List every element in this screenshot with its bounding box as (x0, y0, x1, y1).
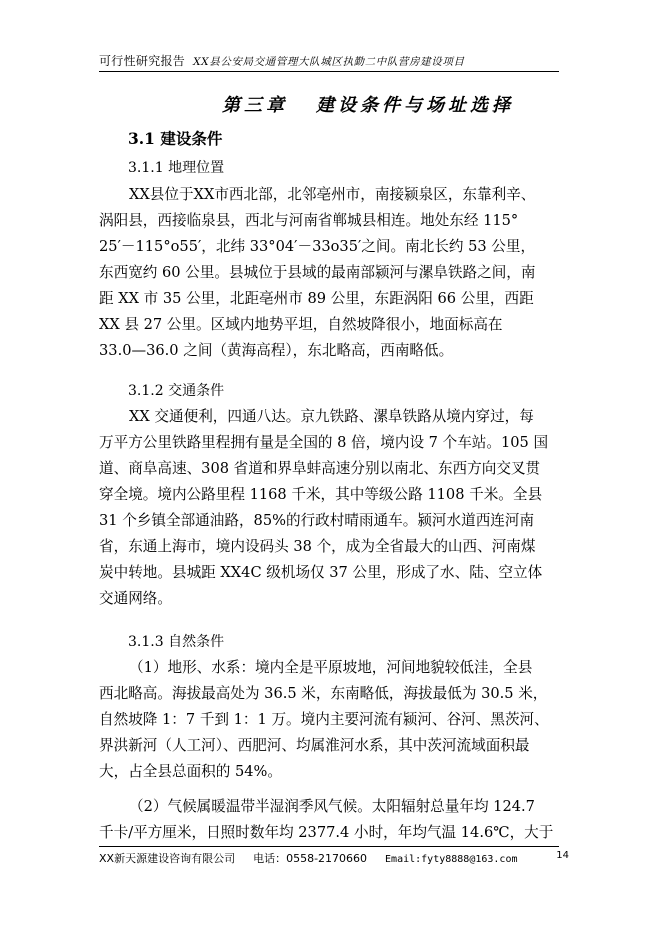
page-footer (99, 850, 569, 866)
text-line: 界洪新河（人工河）、西肥河、均属淮河水系，其中茨河流域面积最 (99, 737, 530, 754)
text-line: 西北略高。海拔最高处为 36.5 米，东南略低，海拔最低为 30.5 米， (99, 685, 548, 702)
paragraph-climate (99, 794, 559, 846)
header-rule (99, 71, 559, 72)
text-line: XX 交通便利，四通八达。京九铁路、漯阜铁路从境内穿过，每 (129, 408, 534, 425)
text-line: XX 县 27 公里。区域内地势平坦，自然坡降很小，地面标高在 (99, 316, 503, 333)
paragraph-transport (99, 404, 559, 612)
header-project-name: XX县公安局交通管理大队城区执勤二中队营房建设项目 (193, 56, 465, 68)
chapter-title (222, 91, 514, 117)
text-line: 25′－115°ο55′，北纬 33°04′－33ο35′之间。南北长约 53 公里， (99, 238, 536, 255)
subsection-heading-transport: 3.1.2 交通条件 (128, 383, 225, 399)
text-line: XX县位于XX市西北部，北邻亳州市，南接颍泉区，东靠利辛、 (129, 186, 536, 203)
text-line: 东西宽约 60 公里。县城位于县域的最南部颍河与漯阜铁路之间，南 (99, 264, 536, 281)
text-line: 道、商阜高速、308 省道和界阜蚌高速分别以南北、东西方向交叉贯 (99, 460, 541, 477)
text-line: 交通网络。 (99, 590, 172, 607)
text-line: 涡阳县，西接临泉县，西北与河南省郸城县相连。地处东经 115° (99, 212, 519, 229)
text-line: 万平方公里铁路里程拥有量是全国的 8 倍，境内设 7 个车站。105 国 (99, 434, 549, 451)
page-number: 14 (556, 850, 569, 861)
subsection-heading-location: 3.1.1 地理位置 (128, 160, 225, 176)
text-line: 自然坡降 1：7 千到 1：1 万。境内主要河流有颍河、谷河、黑茨河、 (99, 711, 549, 728)
header-doc-type: 可行性研究报告 (99, 54, 186, 68)
footer-company: XX新天源建设咨询有限公司 (99, 852, 236, 865)
text-line: （1）地形、水系：境内全是平原坡地，河间地貌较低洼，全县 (129, 659, 533, 676)
footer-phone: 电话：0558-2170660 (253, 852, 368, 865)
text-line: 大，占全县总面积的 54%。 (99, 763, 283, 780)
footer-rule (99, 846, 559, 847)
text-line: 炭中转地。县城距 XX4C 级机场仅 37 公里，形成了水、陆、空立体 (99, 564, 543, 581)
text-line: 距 XX 市 35 公里，北距亳州市 89 公里，东距涡阳 66 公里，西距 (99, 290, 534, 307)
text-line: 省，东通上海市，境内设码头 38 个，成为全省最大的山西、河南煤 (99, 538, 536, 555)
text-line: 33.0—36.0 之间（黄海高程），东北略高，西南略低。 (99, 342, 454, 359)
page-header (99, 52, 559, 70)
text-line: 千卡/平方厘米，日照时数年均 2377.4 小时，年均气温 14.6℃，大于 (99, 824, 554, 841)
subsection-heading-nature: 3.1.3 自然条件 (128, 634, 225, 650)
text-line: 穿全境。境内公路里程 1168 千米，其中等级公路 1108 千米。全县 (99, 486, 543, 503)
chapter-name: 建设条件与场址选择 (316, 95, 514, 116)
text-line: 31 个乡镇全部通油路，85%的行政村晴雨通车。颍河水道西连河南 (99, 512, 535, 529)
section-heading: 3.1 建设条件 (128, 129, 223, 148)
paragraph-terrain (99, 655, 559, 785)
paragraph-location (99, 182, 559, 364)
text-line: （2）气候属暖温带半湿润季风气候。太阳辐射总量年均 124.7 (129, 798, 535, 815)
footer-email: Email:fyty8888@163.com (385, 854, 518, 865)
chapter-number: 第三章 (222, 95, 288, 116)
